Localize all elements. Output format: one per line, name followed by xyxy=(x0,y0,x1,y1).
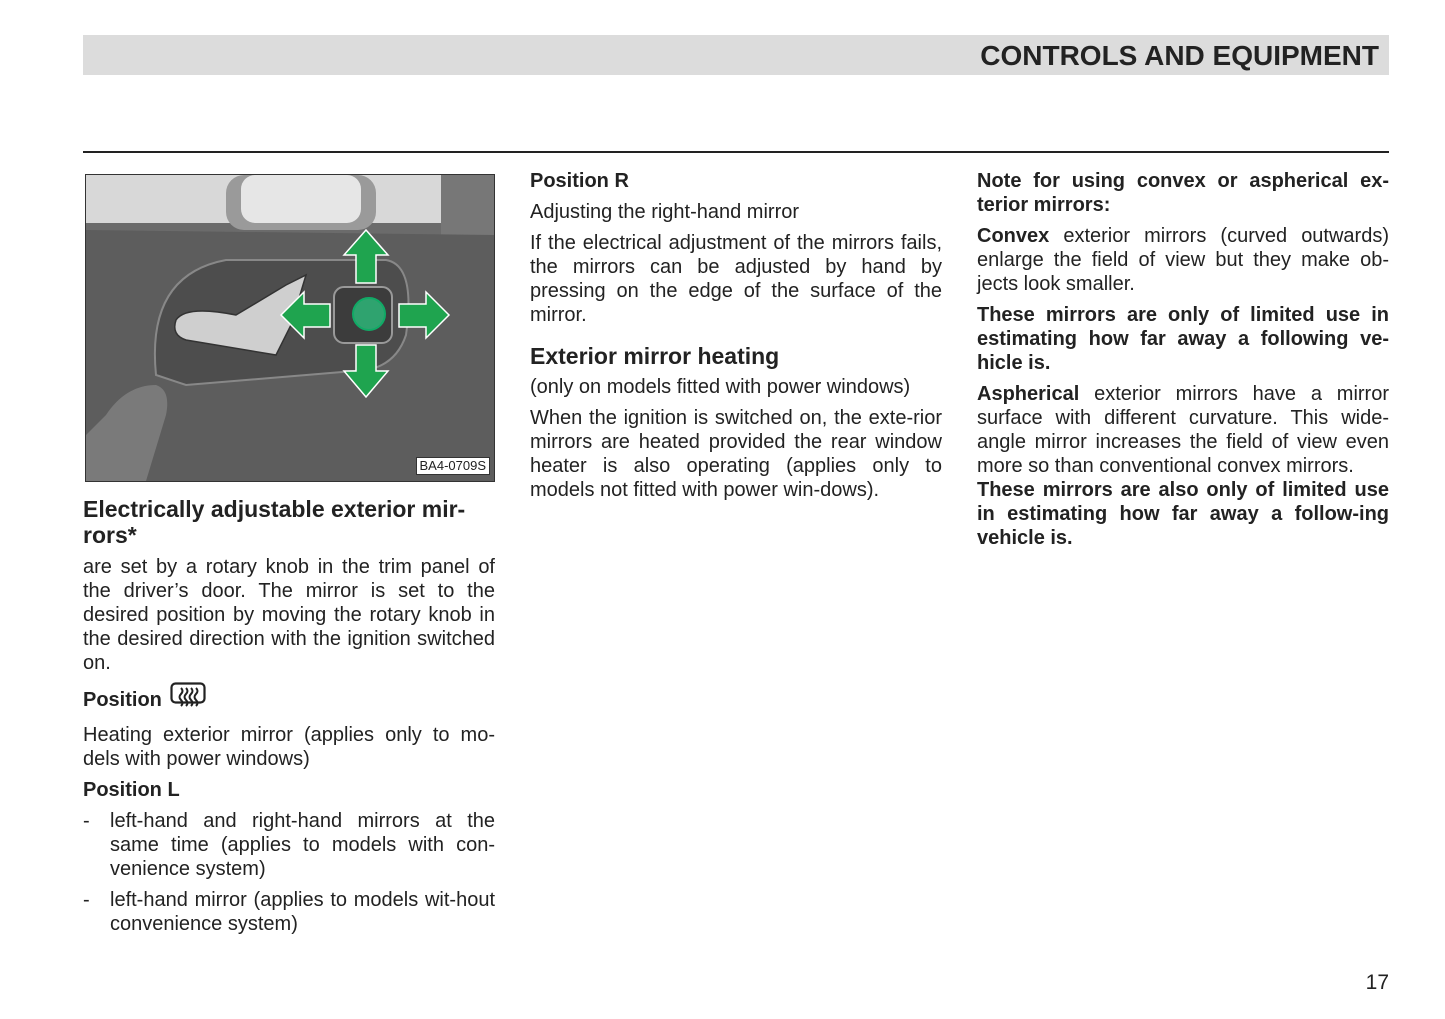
list-dash: - xyxy=(83,810,90,832)
intro-text: are set by a rotary knob in the trim panel of the driver’s door. The mirror is set to the desired position by moving the rotary knob in the desired direction with the ignition switched on. xyxy=(83,556,495,674)
convex-warning: These mirrors are only of limited use in estimating how far away a following ve-hicle is. xyxy=(977,304,1389,374)
position-r-text: Adjusting the right-hand mirror xyxy=(530,201,800,223)
list-dash: - xyxy=(83,889,90,911)
divider xyxy=(83,151,1389,153)
aspherical-warning: These mirrors are also only of limited use in estimating how far away a follow-ing vehicle is. xyxy=(977,479,1389,549)
section-heading: Electrically adjustable exterior mir-rors* xyxy=(83,496,466,548)
heating-text: When the ignition is switched on, the exte-rior mirrors are heated provided the rear window heater is also operating (applies only to models not fitted with power win-dows). xyxy=(530,407,942,501)
convex-paragraph xyxy=(977,224,1389,296)
list-item xyxy=(83,809,495,881)
list-item-text: left-hand and right-hand mirrors at the same time (applies to models with con-venience system) xyxy=(110,810,495,880)
list-item-text: left-hand mirror (applies to models wit-hout convenience system) xyxy=(110,889,495,935)
header-bar xyxy=(83,35,1389,75)
rear-window-heater-icon xyxy=(170,682,206,716)
section-title: CONTROLS AND EQUIPMENT xyxy=(980,40,1379,71)
convex-term: Convex xyxy=(977,225,1050,247)
page-number: 17 xyxy=(1365,971,1389,994)
heating-heading: Exterior mirror heating xyxy=(530,343,780,369)
list-item xyxy=(83,888,495,936)
heating-note: (only on models fitted with power windows) xyxy=(530,376,911,398)
door-mirror-control-figure xyxy=(85,174,495,482)
middle-column xyxy=(530,169,942,509)
position-r-heading: Position R xyxy=(530,170,629,192)
position-l-list xyxy=(83,809,495,936)
position-l-heading: Position L xyxy=(83,779,180,801)
aspherical-paragraph xyxy=(977,382,1389,478)
right-column xyxy=(977,169,1389,557)
aspherical-text: exterior mirrors have a mirror surface with different curvature. This wide-angle mirror increases the field of view even more so than conventional convex mirrors. xyxy=(977,383,1389,477)
position-heat-text: Heating exterior mirror (applies only to mo-dels with power windows) xyxy=(83,724,495,770)
position-heat-label: Position xyxy=(83,689,162,711)
fail-text: If the electrical adjustment of the mirrors fails, the mirrors can be adjusted by hand by pressing on the edge of the surface of the mirror. xyxy=(530,232,942,326)
convex-text: exterior mirrors (curved outwards) enlarge the field of view but they make ob-jects look smaller. xyxy=(977,225,1389,295)
aspherical-term: Aspherical xyxy=(977,383,1080,405)
position-heat-heading xyxy=(83,682,495,716)
left-column xyxy=(83,174,495,943)
door-panel-illustration xyxy=(86,175,494,481)
note-heading: Note for using convex or aspherical ex-terior mirrors: xyxy=(977,170,1389,216)
figure-code: BA4-0709S xyxy=(416,457,491,475)
